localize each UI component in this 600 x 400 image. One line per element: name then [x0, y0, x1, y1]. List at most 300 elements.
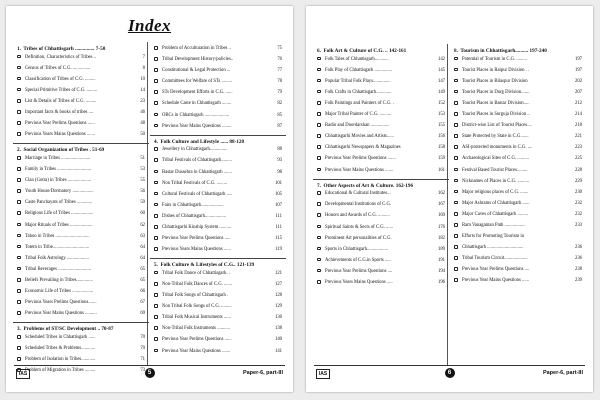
entry-title: Radio and Doordarshan ................ — [325, 123, 390, 129]
entry-page-number: 138 — [274, 326, 282, 332]
checkbox-bullet-icon — [317, 225, 321, 229]
index-entry — [17, 267, 145, 272]
entry-title: Problem of Isolation in Tribes............ — [25, 357, 96, 363]
entry-page-number: 223 — [574, 145, 582, 151]
entry-title: Previous Year Mains Questions ....... — [325, 167, 394, 173]
checkbox-bullet-icon — [454, 267, 458, 271]
index-entry — [317, 202, 445, 207]
entry-page-number: 228 — [574, 167, 582, 173]
entry-page-number: 207 — [574, 89, 582, 95]
checkbox-bullet-icon — [317, 168, 321, 172]
entry-page-number: 128 — [274, 293, 282, 299]
index-entry — [317, 134, 445, 139]
entry-title: Chhattisgarhi Movies and Artists...... — [325, 134, 394, 140]
entry-title: Caste Panchayats of Tribes ............. — [25, 200, 93, 206]
checkbox-bullet-icon — [317, 145, 321, 149]
entry-page-number: 176 — [437, 224, 445, 230]
checkbox-bullet-icon — [454, 201, 458, 205]
entry-page-number: 197 — [574, 67, 582, 73]
entry-page-number: 93 — [277, 158, 282, 164]
checkbox-bullet-icon — [317, 68, 321, 72]
entry-page-number: 48 — [140, 121, 145, 127]
entry-page-number: 156 — [437, 134, 445, 140]
index-entry — [17, 167, 145, 172]
index-entry — [317, 269, 445, 274]
index-section — [317, 183, 445, 286]
entry-page-number: 229 — [574, 178, 582, 184]
checkbox-bullet-icon — [454, 156, 458, 160]
checkbox-bullet-icon — [154, 113, 158, 117]
index-entry — [154, 315, 282, 320]
entry-page-number: 70 — [140, 334, 145, 340]
entry-page-number: 196 — [437, 279, 445, 285]
index-entry — [454, 256, 582, 261]
entry-page-number: 85 — [277, 112, 282, 118]
index-column-1 — [317, 48, 445, 291]
entry-page-number: 107 — [274, 202, 282, 208]
index-entry — [17, 77, 145, 82]
checkbox-bullet-icon — [154, 337, 158, 341]
checkbox-bullet-icon — [154, 90, 158, 94]
checkbox-bullet-icon — [317, 236, 321, 240]
entry-page-number: 88 — [277, 147, 282, 153]
entry-title: Non-Tribal Folk Dances of C.G. ....... — [162, 281, 233, 287]
column-divider — [147, 42, 148, 365]
checkbox-bullet-icon — [454, 112, 458, 116]
index-entry — [154, 181, 282, 186]
entry-page-number: 152 — [437, 100, 445, 106]
index-entry — [154, 326, 282, 331]
entry-page-number: 189 — [437, 246, 445, 252]
index-entry — [317, 145, 445, 150]
entry-page-number: 141 — [274, 348, 282, 354]
section-heading: 5. Folk Culture & Lifestyles of C.G.. 121-139 — [154, 262, 255, 269]
index-column-2 — [154, 46, 282, 360]
entry-page-number: 149 — [437, 89, 445, 95]
entry-title: Major Rituals of Tribes ................... — [25, 222, 93, 228]
index-entry — [454, 223, 582, 228]
entry-page-number: 212 — [574, 100, 582, 106]
index-entry — [154, 293, 282, 298]
entry-title: Committees for Welfare of STs ......... — [162, 79, 233, 85]
entry-title: Family in Tribes ............................. — [25, 167, 92, 173]
entry-title: Fairs in Chhattisgarh................... — [162, 202, 224, 208]
entry-page-number: 197 — [574, 56, 582, 62]
entry-page-number: 230 — [574, 189, 582, 195]
checkbox-bullet-icon — [154, 101, 158, 105]
entry-title: Achievements of C.G.in Sports ..... — [325, 257, 391, 263]
paper-label: Paper-6, part-III — [242, 370, 283, 376]
index-entry — [317, 225, 445, 230]
entry-page-number: 105 — [274, 191, 282, 197]
entry-page-number: 115 — [275, 236, 282, 242]
checkbox-bullet-icon — [454, 123, 458, 127]
index-entry — [454, 156, 582, 161]
index-entry — [454, 123, 582, 128]
checkbox-bullet-icon — [454, 101, 458, 105]
checkbox-bullet-icon — [454, 179, 458, 183]
page-number: 5 — [145, 368, 155, 378]
index-entry — [17, 110, 145, 115]
entry-page-number: 147 — [437, 78, 445, 84]
index-entry — [154, 214, 282, 219]
checkbox-bullet-icon — [17, 211, 21, 215]
entry-page-number: 233 — [574, 223, 582, 228]
checkbox-bullet-icon — [154, 158, 158, 162]
entry-page-number: 162 — [437, 191, 445, 197]
entry-title: Previous Year Prelims Questions ...... — [25, 121, 95, 127]
index-entry — [154, 349, 282, 354]
entry-page-number: 10 — [140, 76, 145, 82]
checkbox-bullet-icon — [317, 191, 321, 195]
entry-title: OBCs in Chhattisgarh ..................... — [162, 112, 230, 118]
entry-page-number: 67 — [140, 300, 145, 306]
checkbox-bullet-icon — [154, 124, 158, 128]
section-heading: 3. Problems of ST/SC Development .. 70-87 — [17, 326, 114, 333]
entry-page-number: 62 — [140, 222, 145, 228]
entry-page-number: 65 — [140, 277, 145, 283]
entry-page-number: 66 — [140, 289, 145, 295]
checkbox-bullet-icon — [154, 203, 158, 207]
publisher-logo: IAS — [316, 369, 330, 379]
section-heading: 4. Folk Culture and Lifestyle ...... 88-120 — [154, 138, 245, 145]
checkbox-bullet-icon — [154, 304, 158, 308]
entry-title: Previous Year Prelims Questions ...... — [162, 337, 232, 343]
index-entry — [454, 168, 582, 173]
entry-title: Folk Crafts in Chhattisgarh............. — [325, 89, 392, 95]
entry-title: Spiritual Saints & Sects of C.G. ...... — [325, 224, 393, 230]
entry-title: Major Tribal Painter of C.G. .......... — [325, 112, 392, 118]
entry-title: Economic Life of Tribes .................. — [25, 289, 94, 295]
entry-title: Sports in Chhattisgarh.................. — [325, 246, 389, 252]
checkbox-bullet-icon — [317, 79, 321, 83]
entry-page-number: 159 — [437, 156, 445, 162]
entry-title: Non-Tribal Folk Instruments ........... — [162, 326, 231, 332]
entry-page-number: 119 — [275, 247, 282, 253]
checkbox-bullet-icon — [17, 267, 21, 271]
entry-title: Tourist Places in Bilaspur Division — [462, 78, 528, 84]
index-entry — [317, 79, 445, 84]
index-entry — [17, 132, 145, 137]
index-entry — [17, 189, 145, 194]
checkbox-bullet-icon — [17, 66, 21, 70]
index-entry — [154, 79, 282, 84]
entry-title: Non Tribal Festivals of C.G. ......... — [162, 180, 228, 186]
entry-page-number: 60 — [140, 211, 145, 217]
entry-page-number: 50 — [140, 132, 145, 138]
checkbox-bullet-icon — [454, 245, 458, 249]
section-heading: 8. Tourism in Chhattisgarh.......... 197-240 — [454, 48, 547, 54]
checkbox-bullet-icon — [17, 245, 21, 249]
entry-page-number: 53 — [140, 167, 145, 173]
index-section — [154, 139, 282, 253]
index-entry — [17, 99, 145, 104]
index-entry — [317, 236, 445, 241]
checkbox-bullet-icon — [154, 147, 158, 151]
checkbox-bullet-icon — [17, 77, 21, 81]
entry-title: Totem in Tribe............................... — [25, 244, 90, 250]
index-entry — [17, 278, 145, 283]
entry-page-number: 55 — [140, 178, 145, 184]
index-entry — [154, 147, 282, 152]
entry-page-number: 64 — [140, 244, 145, 250]
entry-title: Bastar Dussehra in Chhattisgarh ....... — [162, 169, 232, 175]
index-section — [154, 46, 282, 129]
index-entry — [454, 68, 582, 73]
checkbox-bullet-icon — [17, 156, 21, 160]
section-separator — [313, 179, 449, 180]
section-separator — [13, 322, 149, 323]
checkbox-bullet-icon — [154, 282, 158, 286]
checkbox-bullet-icon — [17, 55, 21, 59]
index-column-1 — [17, 46, 145, 379]
index-entry — [17, 156, 145, 161]
entry-title: STs Development Efforts in C.G. ...... — [162, 90, 233, 96]
entry-page-number: 78 — [277, 79, 282, 85]
entry-title: Previous Year Prelims Questions .... — [325, 268, 393, 274]
checkbox-bullet-icon — [17, 88, 21, 92]
entry-page-number: 145 — [437, 67, 445, 73]
entry-page-number: 191 — [437, 257, 445, 263]
entry-title: Dishes of Chhattisgarh.................. — [162, 213, 227, 219]
entry-title: Clan (Gotra) in Tribes .................... — [25, 178, 92, 184]
entry-title: Scheduled Tribes & Problems............ — [25, 346, 96, 352]
entry-title: Honors and Awards of C.G. .......... — [325, 213, 390, 219]
page-footer — [314, 365, 585, 380]
checkbox-bullet-icon — [317, 101, 321, 105]
checkbox-bullet-icon — [454, 278, 458, 282]
entry-title: Youth House/Dormatory .................. — [25, 189, 94, 195]
index-entry — [17, 335, 145, 340]
index-entry — [454, 79, 582, 84]
index-entry — [17, 311, 145, 316]
checkbox-bullet-icon — [17, 357, 21, 361]
publisher-logo: IAS — [16, 369, 30, 379]
index-entry — [154, 113, 282, 118]
entry-title: Folk Play of Chhattisgarh ............... — [325, 67, 393, 73]
index-entry — [317, 112, 445, 117]
checkbox-bullet-icon — [154, 326, 158, 330]
checkbox-bullet-icon — [154, 271, 158, 275]
entry-title: Constitutional & Legal Protection ... — [162, 68, 231, 74]
entry-title: Tribal Tourism Circuit.................... — [462, 256, 528, 262]
entry-page-number: 14 — [140, 87, 145, 93]
index-entry — [154, 90, 282, 95]
entry-page-number: 221 — [574, 134, 582, 140]
entry-title: Chhattisgarhi Kinship System .......... — [162, 225, 232, 230]
checkbox-bullet-icon — [154, 46, 158, 50]
section-heading: 2. Social Organization of Tribes . 51-69 — [17, 147, 105, 154]
entry-page-number: 76 — [277, 57, 282, 63]
checkbox-bullet-icon — [17, 167, 21, 171]
paper-label: Paper-6, part-III — [542, 370, 583, 376]
section-separator — [13, 143, 149, 144]
index-entry — [317, 68, 445, 73]
section-heading: 7. Other Aspects of Art & Culture. 162-196 — [317, 182, 414, 189]
checkbox-bullet-icon — [17, 200, 21, 204]
index-entry — [454, 57, 582, 62]
entry-title: Religious Life of Tribes ................... — [25, 211, 94, 217]
entry-title: Previous Year Mains Questions ....... — [162, 348, 231, 354]
entry-title: Special Primitive Tribes of C.G. ......... — [25, 87, 98, 93]
entry-title: Chhattisgarh ............................... — [462, 245, 524, 251]
index-entry — [454, 179, 582, 184]
entry-page-number: 111 — [275, 225, 282, 230]
entry-title: Important facts & books of tribes .... — [25, 110, 94, 116]
checkbox-bullet-icon — [454, 168, 458, 172]
entry-page-number: 79 — [277, 90, 282, 96]
index-entry — [17, 200, 145, 205]
entry-page-number: 202 — [574, 78, 582, 84]
entry-title: Problem of Migration in Tribes ......... — [25, 368, 96, 374]
entry-title: Tribal Folk Dance of Chhattisgarh. . — [162, 270, 230, 276]
index-entry — [454, 212, 582, 217]
checkbox-bullet-icon — [17, 311, 21, 315]
index-section — [454, 48, 582, 284]
index-entry — [454, 90, 582, 95]
entry-title: Folk Paintings and Painters of C.G. . — [325, 100, 394, 106]
checkbox-bullet-icon — [154, 247, 158, 251]
index-entry — [454, 201, 582, 206]
entry-title: Efforts for Promoting Tourism in — [462, 234, 524, 240]
entry-title: Definition, Characteristics of Tribes .. — [25, 54, 96, 60]
index-entry — [154, 158, 282, 163]
checkbox-bullet-icon — [17, 289, 21, 293]
index-entry — [317, 247, 445, 252]
checkbox-bullet-icon — [17, 335, 21, 339]
index-entry — [454, 134, 582, 139]
entry-page-number: 225 — [574, 156, 582, 162]
index-entry — [154, 236, 282, 241]
entry-title: Tourist Places in Durg Division....... — [462, 89, 530, 95]
entry-title: Tribal Festivals of Chhattisgarh......... — [162, 158, 232, 164]
checkbox-bullet-icon — [454, 223, 458, 227]
entry-page-number: 214 — [574, 112, 582, 118]
entry-page-number: 75 — [277, 46, 282, 51]
checkbox-bullet-icon — [17, 234, 21, 238]
entry-title: Taboo in Tribes ............................. — [25, 233, 90, 239]
entry-page-number: 142 — [437, 56, 445, 62]
entry-title: Non Tribal Folk Songs of C.G. ......... — [162, 304, 232, 310]
entry-page-number: 23 — [140, 98, 145, 104]
entry-title: Previous Years Mains Questions ....... — [25, 132, 96, 138]
page-number: 6 — [445, 368, 455, 378]
entry-page-number: 239 — [574, 278, 582, 284]
entry-title: Major Caves of Chhattisgarh ......... — [462, 211, 529, 217]
index-entry — [17, 88, 145, 93]
entry-page-number: 236 — [574, 245, 582, 251]
entry-page-number: 232 — [574, 200, 582, 206]
entry-title: Previous Years Prelims Questions....... — [25, 300, 97, 306]
section-heading: 1. Tribes of Chhattisgarh ............... 7-50 — [17, 46, 106, 52]
index-entry — [454, 245, 582, 250]
entry-page-number: 232 — [574, 211, 582, 217]
checkbox-bullet-icon — [17, 223, 21, 227]
entry-page-number: 158 — [437, 145, 445, 151]
checkbox-bullet-icon — [317, 112, 321, 116]
index-entry — [154, 101, 282, 106]
entry-page-number: 167 — [437, 202, 445, 208]
left-page — [6, 6, 293, 392]
entry-title: Archaeological Sites of C.G. .......... — [462, 156, 529, 162]
checkbox-bullet-icon — [317, 156, 321, 160]
index-section — [17, 147, 145, 316]
index-entry — [17, 256, 145, 261]
checkbox-bullet-icon — [317, 90, 321, 94]
entry-title: Jewellery in Chhattisgarh............... — [162, 147, 228, 153]
index-entry — [154, 271, 282, 276]
index-entry — [317, 156, 445, 161]
checkbox-bullet-icon — [454, 57, 458, 61]
entry-page-number: 140 — [274, 337, 282, 343]
index-entry — [17, 211, 145, 216]
index-entry — [317, 280, 445, 285]
index-entry — [154, 57, 282, 62]
index-entry — [154, 247, 282, 252]
checkbox-bullet-icon — [17, 178, 21, 182]
index-section — [154, 262, 282, 354]
index-entry — [17, 121, 145, 126]
entry-page-number: 59 — [140, 200, 145, 206]
entry-page-number: 182 — [437, 235, 445, 241]
index-entry — [17, 55, 145, 60]
entry-title: Nicknames of Places in C.G. .......... — [462, 178, 530, 184]
index-entry — [317, 90, 445, 95]
entry-title: Previous Year Mains Questions ...... — [462, 278, 530, 284]
entry-page-number: 73 — [140, 368, 145, 374]
index-entry — [17, 357, 145, 362]
checkbox-bullet-icon — [317, 280, 321, 284]
entry-title: Previous Year Mains Questions .......... — [25, 311, 97, 317]
entry-page-number: 8 — [142, 65, 145, 71]
checkbox-bullet-icon — [154, 214, 158, 218]
entry-page-number: 87 — [277, 123, 282, 129]
checkbox-bullet-icon — [17, 346, 21, 350]
checkbox-bullet-icon — [317, 269, 321, 273]
section-separator — [150, 135, 286, 136]
entry-title: Tourist Places in Surguja Division .. — [462, 112, 530, 118]
entry-title: Previous Year Prelims Questions .... — [462, 267, 530, 273]
entry-page-number: 65 — [140, 266, 145, 272]
entry-page-number: 155 — [437, 123, 445, 129]
index-section — [17, 46, 145, 138]
checkbox-bullet-icon — [317, 213, 321, 217]
checkbox-bullet-icon — [317, 134, 321, 138]
index-entry — [454, 267, 582, 272]
entry-title: Tribal Beverages ............................ — [25, 266, 91, 272]
entry-title: Schedule Caste in Chhattisgarh ........ — [162, 101, 232, 107]
entry-title: Chhattisgarhi Newspapers & Magazines — [325, 145, 401, 151]
entry-title: Classification of Tribes of C.G. ......... — [25, 76, 96, 82]
entry-page-number: 77 — [277, 68, 282, 74]
entry-page-number: 63 — [140, 233, 145, 239]
entry-page-number: 82 — [277, 101, 282, 107]
checkbox-bullet-icon — [154, 349, 158, 353]
entry-title: Census of Tribes of C.G. ............... — [25, 65, 91, 71]
index-entry — [154, 203, 282, 208]
entry-page-number: 129 — [274, 304, 282, 310]
entry-title: ASI-protected monuments in C.G. .... — [462, 145, 533, 151]
entry-page-number: 56 — [140, 189, 145, 195]
index-entry — [17, 66, 145, 71]
checkbox-bullet-icon — [154, 181, 158, 185]
entry-page-number: 46 — [140, 110, 145, 116]
entry-page-number: 64 — [140, 255, 145, 261]
entry-page-number: 236 — [574, 256, 582, 262]
entry-title: Tourist Places in Raipur Division . . — [462, 67, 530, 73]
checkbox-bullet-icon — [17, 132, 21, 136]
entry-page-number: 69 — [140, 311, 145, 317]
